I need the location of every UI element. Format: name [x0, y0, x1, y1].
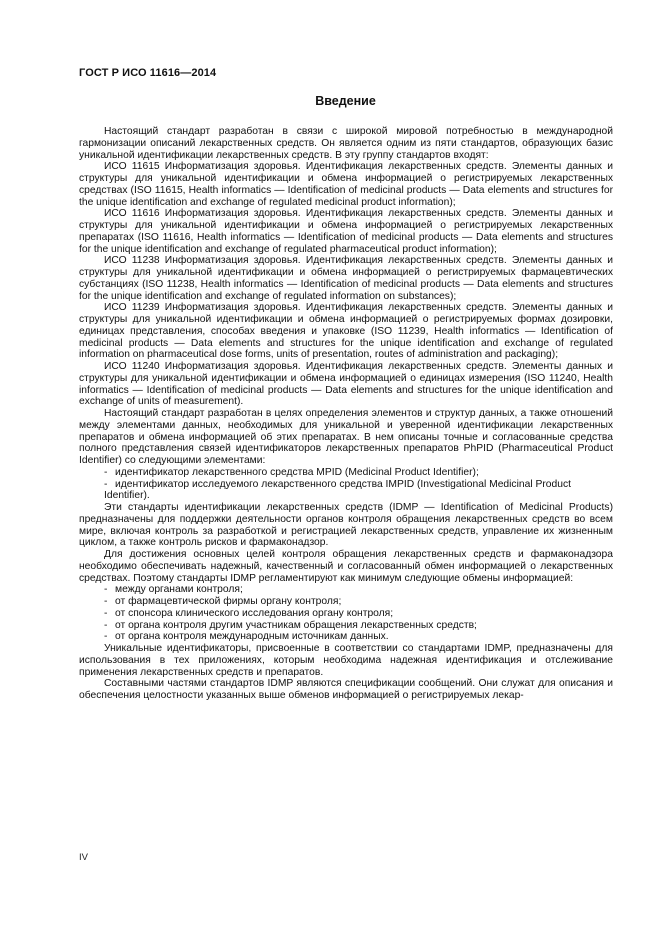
paragraph-purpose: Настоящий стандарт разработан в целях определения элементов и структур данных, а также отношений между элементами данных, необходимых для уникальной и уверенной идентификации лекарственных препаратов и обмена информацией об этих препаратах. В нем описаны точные и согласованные средства полного представления связей идентификаторов лекарственных препаратов PhPID (Pharmaceutical Product Identifier) со следующими элементами: [79, 408, 613, 466]
list-item [79, 631, 613, 643]
paragraph-iso-11240: ИСО 11240 Информатизация здоровья. Идентификация лекарственных средств. Элементы данных и структуры для уникальной идентификации и обмена информацией о единицах измерения (ISO 11240, Health informatics — Identification of medicinal products — Data elements and structures for the unique identification and exchange of units of measurement). [79, 361, 613, 408]
list-marker: - [104, 607, 108, 619]
list-marker: - [104, 631, 108, 643]
page-number: IV [79, 852, 88, 863]
list-marker: - [104, 619, 108, 631]
paragraph-identifiers: Уникальные идентификаторы, присвоенные в соответствии со стандартами IDMP, предназначены для использования в тех приложениях, которым необходима надежная идентификация и отслеживание применения лекарственных средств и препаратов. [79, 643, 613, 678]
paragraph-iso-11616: ИСО 11616 Информатизация здоровья. Идентификация лекарственных средств. Элементы данных и структуры для уникальной идентификации и обмена информацией о регистрируемых лекарственных препаратах (ISO 11616, Health informatics — Identification of medicinal products — Data elements and structures for the unique identification and exchange of regulated pharmaceutical product information); [79, 208, 613, 255]
paragraph-idmp: Эти стандарты идентификации лекарственных средств (IDMP — Identification of Medicinal Products) предназначены для поддержки деятельности органов контроля обращения лекарственных средств во всем мире, включая контроль за разработкой и регистрацией лекарственных средств, управление их жизненным циклом, а также контроль рисков и фармаконадзор. [79, 502, 613, 549]
paragraph-iso-11615: ИСО 11615 Информатизация здоровья. Идентификация лекарственных средств. Элементы данных и структуры для уникальной идентификации и обмена информацией о регистрируемых лекарственных средствах (ISO 11615, Health informatics — Identification of medicinal products — Data elements and structures for the unique identification and exchange of regulated medicinal product information); [79, 161, 613, 208]
list-marker: - [104, 478, 108, 490]
paragraph-exchange: Для достижения основных целей контроля обращения лекарственных средств и фармаконадзора необходимо обеспечивать надежный, качественный и согласованный обмен информацией о лекарственных средствах. Поэтому стандарты IDMP регламентируют как минимум следующие обмены информацией: [79, 549, 613, 584]
list-marker: - [104, 584, 108, 596]
list-item-text: от органа контроля другим участникам обращения лекарственных средств; [115, 619, 477, 631]
list-item [79, 620, 613, 632]
paragraph-iso-11238: ИСО 11238 Информатизация здоровья. Идентификация лекарственных средств. Элементы данных и структуры для уникальной идентификации и обмена информацией о регистрируемых фармацевтических субстанциях (ISO 11238, Health informatics — Identification of medicinal products — Data elements and structures for the unique identification and exchange of regulated information on substances); [79, 255, 613, 302]
paragraph-intro: Настоящий стандарт разработан в связи с широкой мировой потребностью в международной гармонизации описаний лекарственных средств. Он является одним из пяти стандартов, образующих базис уникальной идентификации лекарственных средств. В эту группу стандартов входят: [79, 126, 613, 161]
list-item [79, 608, 613, 620]
list-item-text: между органами контроля; [115, 584, 243, 596]
section-title: Введение [315, 94, 376, 108]
list-item-text: от фармацевтической фирмы органу контроля; [115, 596, 342, 607]
list-item [79, 596, 613, 608]
document-header-code: ГОСТ Р ИСО 11616—2014 [79, 67, 217, 79]
list-marker: - [104, 466, 108, 478]
list-item-text: от органа контроля международным источникам данных. [115, 631, 389, 643]
list-item-text: идентификатор лекарственного средства MPID (Medicinal Product Identifier); [115, 466, 479, 478]
list-item-text: идентификатор исследуемого лекарственного средства IMPID (Investigational Medicinal Product Identifier). [104, 478, 571, 502]
list-item [79, 479, 613, 503]
list-item-text: от спонсора клинического исследования органу контроля; [115, 607, 394, 619]
body-text [79, 126, 613, 702]
list-item [79, 467, 613, 479]
paragraph-messages: Составными частями стандартов IDMP являются спецификации сообщений. Они служат для описания и обеспечения целостности указанных выше обменов информацией о регистрируемых лекар- [79, 678, 613, 701]
list-marker: - [104, 596, 108, 607]
list-item [79, 584, 613, 596]
paragraph-iso-11239: ИСО 11239 Информатизация здоровья. Идентификация лекарственных средств. Элементы данных и структуры для уникальной идентификации и обмена информацией о регистрируемых формах дозировки, единицах представления, способах введения и упаковке (ISO 11239, Health informatics — Identification of medicinal products — Data elements and structures for the unique identification and exchange of regulated information on pharmaceutical dose forms, units of presentation, routes of administration and packaging); [79, 302, 613, 361]
